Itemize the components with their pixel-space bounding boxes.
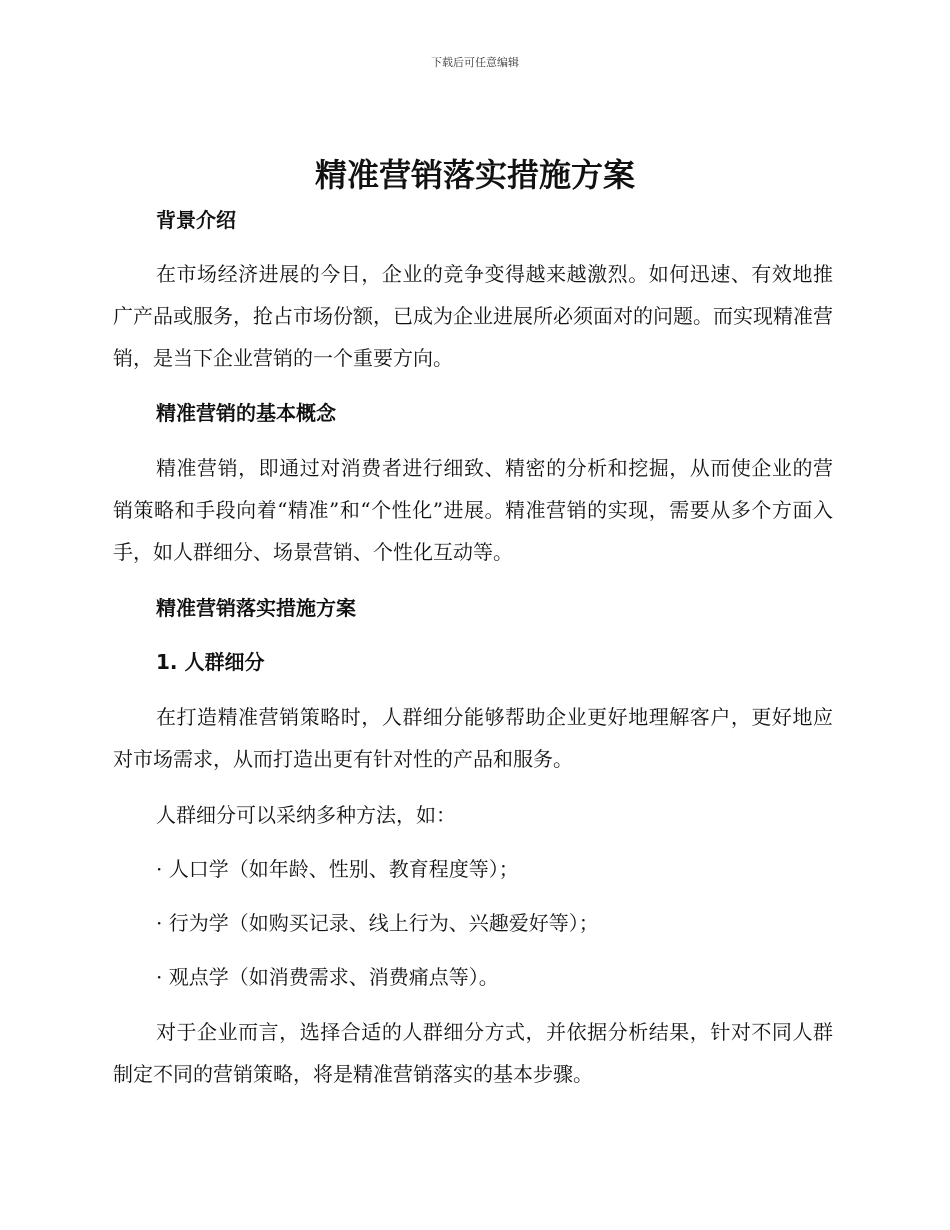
- list-item: · 观点学（如消费需求、消费痛点等）。: [156, 965, 499, 989]
- paragraph-concept: 精准营销，即通过对消费者进行细致、精密的分析和挖掘，从而使企业的营销策略和手段向着“精准”和“个性化”进展。精准营销的实现，需要从多个方面入手，如人群细分、场景营销、个性化互动等。: [113, 456, 833, 564]
- section-heading-plan: 精准营销落实措施方案: [156, 596, 356, 620]
- list-item: · 人口学（如年龄、性别、教育程度等）；: [156, 857, 519, 881]
- list-item: · 行为学（如购买记录、线上行为、兴趣爱好等）；: [156, 911, 599, 935]
- section-heading-concept: 精准营销的基本概念: [156, 401, 336, 425]
- paragraph-background: 在市场经济进展的今日，企业的竞争变得越来越激烈。如何迅速、有效地推广产品或服务，抢占市场份额，已成为企业进展所必须面对的问题。而实现精准营销，是当下企业营销的一个重要方向。: [113, 262, 833, 370]
- page-header-note: 下载后可任意编辑: [431, 56, 519, 69]
- document-title: 精准营销落实措施方案: [314, 156, 635, 194]
- paragraph-segmentation-conclusion: 对于企业而言，选择合适的人群细分方式，并依据分析结果，针对不同人群制定不同的营销策略，将是精准营销落实的基本步骤。: [113, 1020, 833, 1086]
- segmentation-intro: 人群细分可以采纳多种方法，如：: [156, 803, 456, 827]
- paragraph-segmentation: 在打造精准营销策略时，人群细分能够帮助企业更好地理解客户，更好地应对市场需求，从而打造出更有针对性的产品和服务。: [113, 705, 833, 771]
- section-heading-background: 背景介绍: [156, 208, 236, 232]
- subsection-heading-segmentation: 1. 人群细分: [156, 650, 265, 674]
